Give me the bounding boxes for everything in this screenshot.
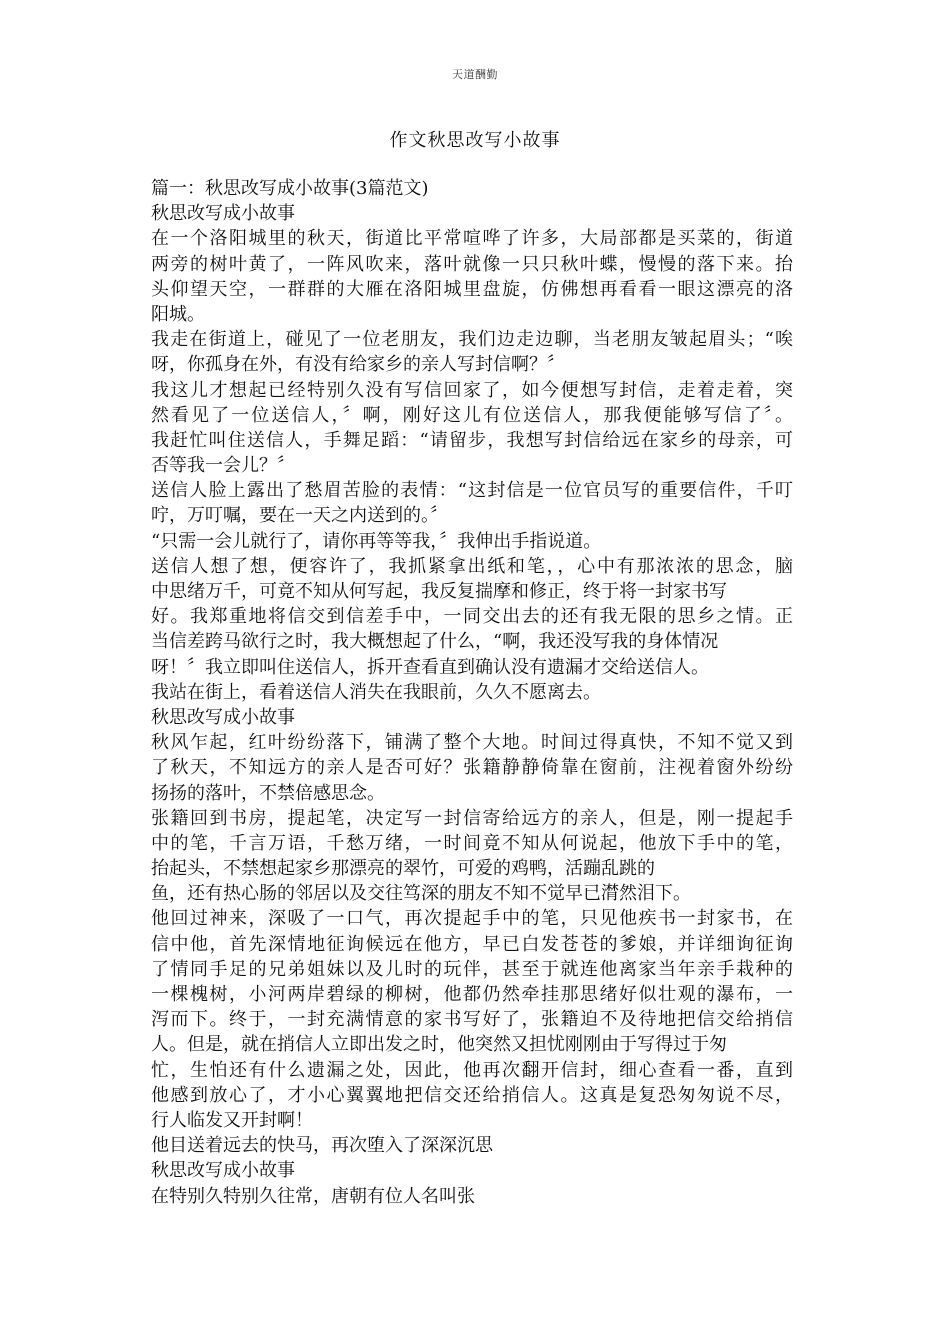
- text-line: 我站在街上，看着送信人消失在我眼前，久久不愿离去。: [151, 681, 601, 703]
- text-line: 当信差跨马欲行之时，我大概想起了什么，“啊，我还没写我的身体情况: [151, 631, 719, 653]
- text-line: 泻而下。终于，一封充满情意的家书写好了，张籍迫不及待地把信交给捎信: [151, 1009, 793, 1031]
- text-line: 阳城。: [151, 303, 205, 325]
- document-title: 作文秋思改写小故事: [389, 130, 561, 151]
- text-line: 秋思改写成小故事: [151, 1160, 295, 1182]
- page-header: 天道酬勤: [452, 68, 498, 81]
- text-line: 忙，生怕还有什么遗漏之处，因此，他再次翻开信封，细心查看一番，直到: [151, 1059, 793, 1081]
- text-line: 中的笔，千言万语，千愁万绪，一时间竟不知从何说起，他放下手中的笔，: [151, 832, 793, 854]
- text-line: “只需一会儿就行了，请你再等等我，〞我伸出手指说道。: [151, 530, 602, 552]
- text-line: 鱼，还有热心肠的邻居以及交往笃深的朋友不知不觉早已潸然泪下。: [151, 883, 691, 905]
- text-line: 我赶忙叫住送信人，手舞足蹈：“请留步，我想写封信给远在家乡的母亲，可: [151, 429, 793, 451]
- text-line: 了情同手足的兄弟姐妹以及儿时的玩伴，甚至于就连他离家当年亲手栽种的: [151, 958, 793, 980]
- text-line: 呀，你孤身在外，有没有给家乡的亲人写封信啊？〞: [151, 354, 565, 376]
- text-line: 好。我郑重地将信交到信差手中，一同交出去的还有我无限的思乡之情。正: [151, 606, 793, 628]
- text-line: 他目送着远去的快马，再次堕入了深深沉思: [151, 1135, 493, 1157]
- text-line: 他回过神来，深吸了一口气，再次提起手中的笔，只见他疾书一封家书，在: [151, 908, 793, 930]
- text-line: 在一个洛阳城里的秋天，街道比平常喧哗了许多，大局部都是买菜的，街道: [151, 228, 793, 250]
- text-line: 秋思改写成小故事: [151, 706, 295, 728]
- text-line: 头仰望天空，一群群的大雁在洛阳城里盘旋，仿佛想再看看一眼这漂亮的洛: [151, 278, 793, 300]
- text-line: 人。但是，就在捎信人立即出发之时，他突然又担忧刚刚由于写得过于匆: [151, 1034, 727, 1056]
- text-line: 咛，万叮嘱，要在一天之内送到的。〞: [151, 505, 448, 527]
- text-line: 篇一：秋思改写成小故事(3篇范文): [151, 178, 429, 199]
- text-line: 了秋天，不知远方的亲人是否可好？张籍静静倚靠在窗前，注视着窗外纷纷: [151, 757, 793, 779]
- text-line: 然看见了一位送信人，〞啊，刚好这儿有位送信人，那我便能够写信了〞。: [151, 404, 793, 426]
- text-line: 两旁的树叶黄了，一阵风吹来，落叶就像一只只秋叶蝶，慢慢的落下来。抬: [151, 253, 793, 275]
- text-line: 我走在街道上，碰见了一位老朋友，我们边走边聊，当老朋友皱起眉头；“唉: [151, 329, 793, 351]
- text-line: 抬起头，不禁想起家乡那漂亮的翠竹，可爱的鸡鸭，活蹦乱跳的: [151, 858, 655, 880]
- text-line: 我这儿才想起已经特别久没有写信回家了，如今便想写封信，走着走着，突: [151, 379, 793, 401]
- document-body: [151, 176, 793, 1209]
- text-line: 呀！〞我立即叫住送信人，拆开查看直到确认没有遗漏才交给送信人。: [151, 656, 709, 678]
- text-line: 秋风乍起，红叶纷纷落下，铺满了整个大地。时间过得真快，不知不觉又到: [151, 732, 793, 754]
- text-line: 送信人脸上露出了愁眉苦脸的表情：“这封信是一位官员写的重要信件，千叮: [151, 480, 793, 502]
- text-line: 送信人想了想，便容许了，我抓紧拿出纸和笔，，心中有那浓浓的思念，脑: [151, 555, 793, 577]
- text-line: 秋思改写成小故事: [151, 203, 295, 225]
- text-line: 一棵槐树，小河两岸碧绿的柳树，他都仍然牵挂那思绪好似壮观的瀑布，一: [151, 984, 793, 1005]
- text-line: 在特别久特别久往常，唐朝有位人名叫张: [151, 1185, 475, 1207]
- text-line: 信中他，首先深情地征询候远在他方，早已白发苍苍的爹娘，并详细询征询: [151, 933, 793, 955]
- text-line: 张籍回到书房，提起笔，决定写一封信寄给远方的亲人，但是，刚一提起手: [151, 807, 793, 829]
- text-line: 中思绪万千，可竟不知从何写起，我反复揣摩和修正，终于将一封家书写: [151, 581, 727, 602]
- text-line: 扬扬的落叶，不禁倍感思念。: [151, 782, 385, 804]
- text-line: 他感到放心了，才小心翼翼地把信交还给捎信人。这真是复恐匆匆说不尽，: [151, 1084, 793, 1106]
- text-line: 行人临发又开封啊！: [151, 1109, 313, 1131]
- text-line: 否等我一会儿？〞: [151, 455, 295, 477]
